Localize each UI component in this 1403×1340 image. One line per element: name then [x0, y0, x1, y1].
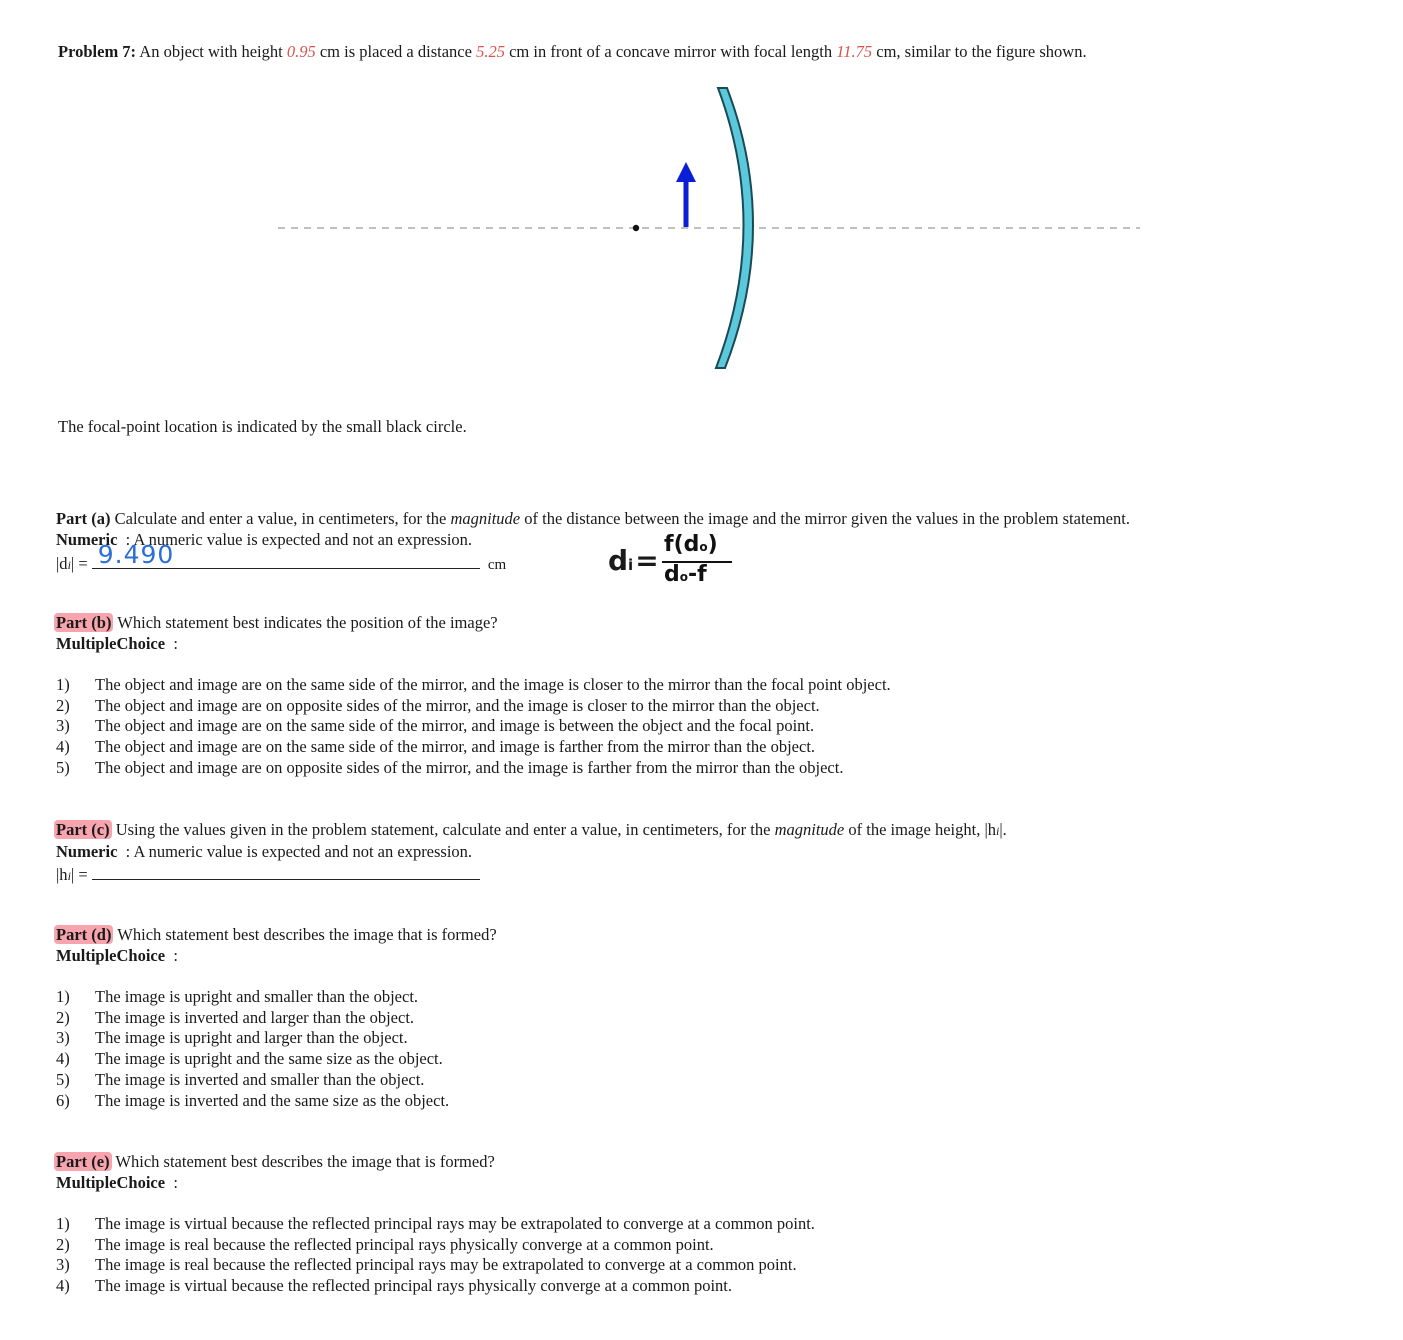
- part-d-options: [56, 987, 449, 1111]
- problem-text-3: cm in front of a concave mirror with focal length: [504, 42, 837, 61]
- part-c-type-label: Numeric: [56, 842, 118, 861]
- part-c-answer-row: [56, 861, 480, 885]
- part-e-option[interactable]: 3) The image is real because the reflected principal rays may be extrapolated to converge at a common point.: [56, 1255, 797, 1275]
- part-d-question: [56, 925, 497, 945]
- part-d-type: MultipleChoice :: [56, 946, 178, 965]
- part-d-option[interactable]: 3) The image is upright and larger than the object.: [56, 1028, 408, 1048]
- part-c-magnitude: magnitude: [774, 820, 845, 839]
- part-a-unit: cm: [487, 557, 507, 573]
- part-a-question: [56, 509, 1130, 529]
- part-e-option[interactable]: 2) The image is real because the reflected principal rays physically converge at a common point.: [56, 1234, 714, 1254]
- problem-text-1: An object with height: [139, 42, 287, 61]
- part-c-label: Part (c): [56, 820, 110, 839]
- mirror-figure: [0, 0, 1403, 400]
- focal-point: [633, 225, 639, 231]
- part-b-options: [56, 675, 891, 779]
- part-e-question: [56, 1152, 495, 1172]
- part-a-type-label: Numeric: [56, 530, 118, 549]
- part-d-label: Part (d): [56, 925, 112, 944]
- part-b-option[interactable]: 1) The object and image are on the same side of the mirror, and the image is closer to the mirror than the focal point object.: [56, 675, 891, 694]
- part-c-type-desc: : A numeric value is expected and not an expression.: [117, 842, 473, 861]
- part-d-option[interactable]: 6) The image is inverted and the same size as the object.: [56, 1090, 450, 1110]
- part-b-type: MultipleChoice :: [56, 634, 178, 653]
- part-c-text: Using the values given in the problem statement, calculate and enter a value, in centimeters, for the: [111, 820, 775, 839]
- object-distance-value: 5.25: [476, 42, 505, 61]
- part-c-type: [56, 842, 472, 862]
- part-c-answer-field[interactable]: [92, 861, 480, 880]
- part-a-answer-field[interactable]: [92, 540, 480, 569]
- part-a-label: Part (a): [56, 509, 111, 528]
- problem-text-2: cm is placed a distance: [315, 42, 477, 61]
- part-e-type: MultipleChoice :: [56, 1173, 178, 1192]
- part-b-question: [56, 613, 498, 633]
- part-d-option[interactable]: 5) The image is inverted and smaller than the object.: [56, 1069, 425, 1089]
- part-b-text: Which statement best indicates the position of the image?: [113, 613, 498, 632]
- problem-label: Problem 7:: [58, 42, 137, 61]
- object-height-value: 0.95: [286, 42, 316, 61]
- object-arrow: [676, 162, 696, 227]
- part-b-option[interactable]: 5) The object and image are on opposite sides of the mirror, and the image is farther from the mirror than the object.: [56, 757, 844, 777]
- part-b-option[interactable]: 2) The object and image are on opposite sides of the mirror, and the image is closer to the mirror than the object.: [56, 695, 820, 715]
- part-d-option[interactable]: 2) The image is inverted and larger than the object.: [56, 1007, 415, 1027]
- part-e-option[interactable]: 1) The image is virtual because the reflected principal rays may be extrapolated to converge at a common point.: [56, 1214, 815, 1233]
- part-e-label: Part (e): [56, 1152, 110, 1171]
- problem-text-4: cm, similar to the figure shown.: [872, 42, 1087, 61]
- part-e-text: Which statement best describes the image that is formed?: [111, 1152, 495, 1171]
- part-b-option[interactable]: 3) The object and image are on the same side of the mirror, and image is between the object and the focal point.: [56, 716, 815, 736]
- part-a-text-end: of the distance between the image and the mirror given the values in the problem statement.: [520, 509, 1130, 528]
- part-a-handwritten-answer: 9.490: [97, 540, 175, 569]
- part-e-options: [56, 1214, 815, 1297]
- formula-lhs: di=: [608, 544, 659, 577]
- part-d-type-label: MultipleChoice: [56, 946, 166, 965]
- part-d-option[interactable]: 1) The image is upright and smaller than the object.: [56, 987, 419, 1006]
- formula-numerator: f(do): [664, 532, 718, 557]
- part-a-text: Calculate and enter a value, in centimeters, for the: [110, 509, 451, 528]
- part-c-question: Part (c) Using the values given in the problem statement, calculate and enter a value, in centimeters, for the magnitude of the image height, |hi|.: [56, 820, 1007, 839]
- focal-note: The focal-point location is indicated by the small black circle.: [58, 417, 467, 436]
- part-e-type-label: MultipleChoice: [56, 1173, 166, 1192]
- formula-denominator: do-f: [664, 562, 707, 587]
- part-d-text: Which statement best describes the image that is formed?: [113, 925, 497, 944]
- part-b-type-label: MultipleChoice: [56, 634, 166, 653]
- part-a-answer-row: [56, 540, 507, 574]
- part-a-type-desc: : A numeric value is expected and not an expression.: [117, 530, 473, 549]
- part-b-label: Part (b): [56, 613, 112, 632]
- part-c-variable: |hi| =: [56, 865, 92, 884]
- part-e-option[interactable]: 4) The image is virtual because the reflected principal rays physically converge at a common point.: [56, 1276, 733, 1296]
- part-a-magnitude: magnitude: [450, 509, 521, 528]
- part-d-option[interactable]: 4) The image is upright and the same size as the object.: [56, 1049, 443, 1069]
- part-b-option[interactable]: 4) The object and image are on the same side of the mirror, and image is farther from the mirror than the object.: [56, 737, 816, 757]
- focal-length-value: 11.75: [836, 42, 873, 61]
- part-a-variable: |di| =: [56, 554, 92, 573]
